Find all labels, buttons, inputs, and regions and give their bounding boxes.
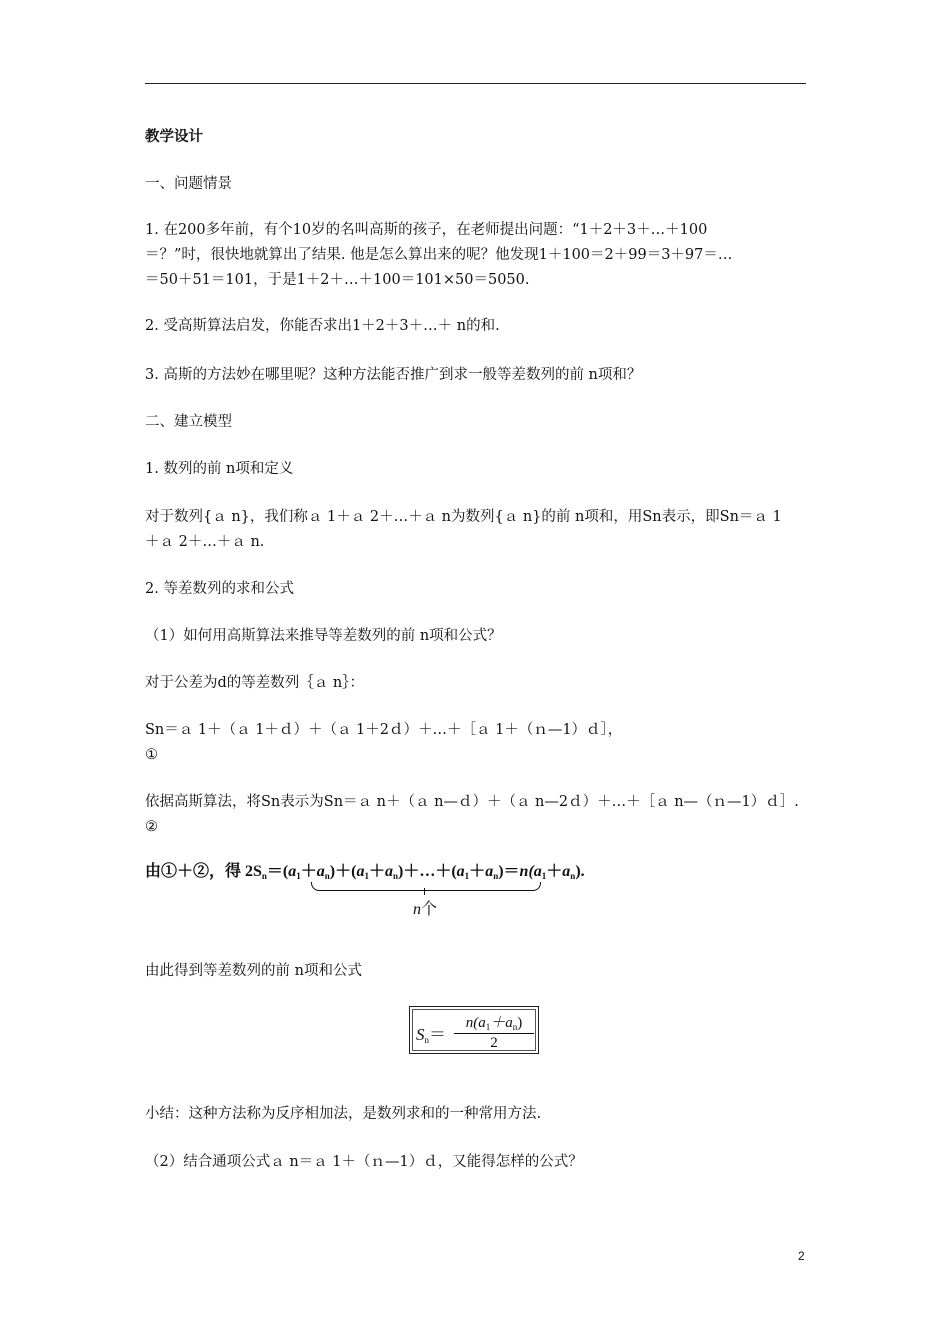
problem-3: 3. 高斯的方法妙在哪里呢？这种方法能否推广到求一般等差数列的前 n项和？ (145, 367, 642, 383)
section-2-title: 二、建立模型 (145, 414, 232, 430)
formula-numerator: $n(a_1+a_n)$ (465, 1015, 523, 1032)
subsection-1: 1. 数列的前 n项和定义 (145, 461, 294, 477)
problem-1-line-3: ＝50＋51＝101，于是1＋2＋…＋100＝101×50＝5050. (145, 272, 530, 288)
underbrace (311, 882, 541, 891)
problem-2: 2. 受高斯算法启发，你能否求出1＋2＋3＋…＋ n的和. (145, 318, 500, 334)
summary: 小结：这种方法称为反序相加法，是数列求和的一种常用方法. (145, 1106, 542, 1122)
equation-2-marker: ② (145, 819, 158, 835)
fraction-bar (454, 1033, 534, 1034)
formula-lhs: $S_n=$ (416, 1025, 446, 1045)
sum-formula-box (409, 1006, 539, 1054)
definition-line-2: ＋ａ 2＋…＋ａ n. (145, 534, 265, 550)
problem-1-line-2: ＝？”时，很快地就算出了结果. 他是怎么算出来的呢？他发现1＋100＝2＋99＝3＋97＝… (145, 247, 733, 263)
section-1-title: 一、问题情景 (145, 176, 232, 192)
underbrace-tip (424, 888, 425, 895)
formula-denominator: 2 (490, 1035, 498, 1051)
equation-1-marker: ① (145, 747, 158, 763)
problem-1-line-1: 1. 在200多年前，有个10岁的名叫高斯的孩子，在老师提出问题：“1＋2＋3＋…＋100 (145, 222, 708, 238)
header-rule (145, 83, 806, 84)
formula-fraction (454, 1011, 534, 1052)
doc-heading: 教学设计 (145, 128, 203, 145)
question-1: （1）如何用高斯算法来推导等差数列的前 n项和公式？ (145, 628, 502, 644)
question-1-intro: 对于公差为d的等差数列｛ａ n｝： (145, 675, 364, 691)
underbrace-label: n个 (413, 901, 438, 918)
subsection-2: 2. 等差数列的求和公式 (145, 581, 294, 597)
equation-1: Sn＝ａ 1＋（ａ 1＋ｄ）＋（ａ 1＋2ｄ）＋…＋［ａ 1＋（ｎ—1）ｄ］， (145, 722, 623, 738)
equation-2: 依据高斯算法，将Sn表示为Sn＝ａ n＋（ａ n—ｄ）＋（ａ n—2ｄ）＋…＋［ａ n—（ｎ—1）ｄ］. (145, 794, 799, 810)
result-intro: 由此得到等差数列的前 n项和公式 (145, 963, 362, 979)
definition-line-1: 对于数列{ａ n}，我们称ａ 1＋ａ 2＋…＋ａ n为数列{ａ n}的前 n项和，用Sn表示，即Sn＝ａ 1 (145, 509, 782, 525)
question-2: （2）结合通项公式ａ n＝ａ 1＋（ｎ—1）ｄ，又能得怎样的公式？ (145, 1154, 583, 1170)
sum-equation: 由①＋②，得 $2S_n=(a_1+a_n)+(a_1+a_n)+\dots+(a_1+a_n)=n(a_1+a_n)$. (145, 863, 585, 881)
page-number: 2 (798, 1249, 805, 1263)
